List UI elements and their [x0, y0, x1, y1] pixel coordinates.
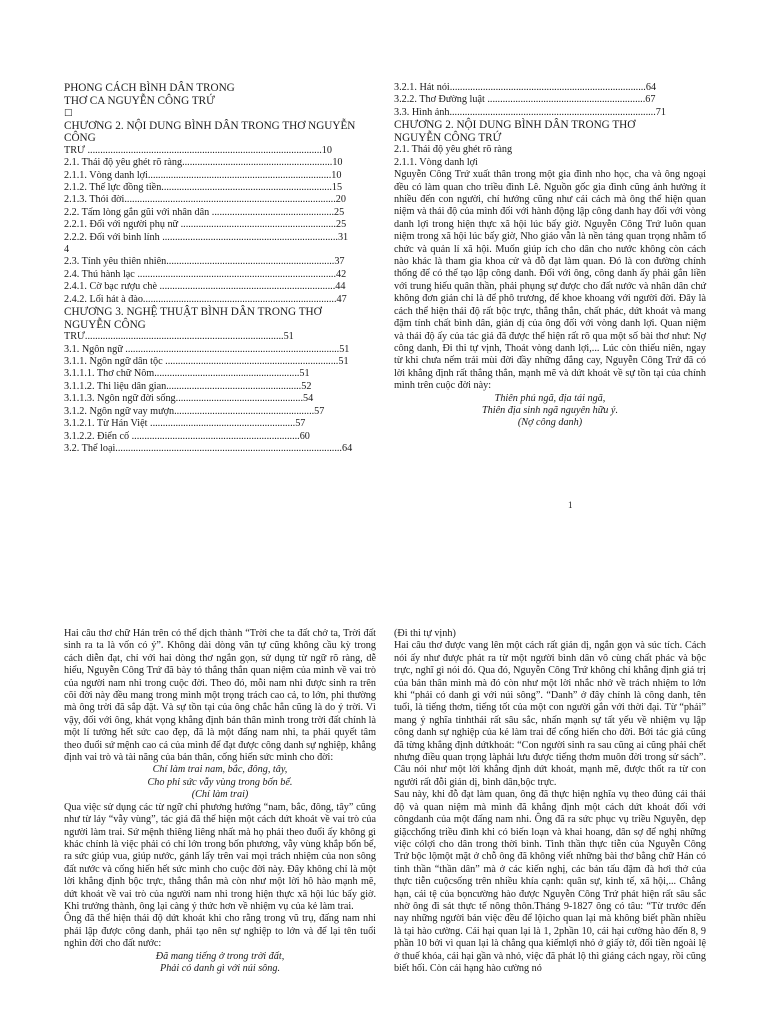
verse-line: (Chí làm trai) [191, 789, 249, 801]
text-line: (Đi thi tự vịnh) [394, 628, 456, 639]
text-line: 2.1. Thái độ yêu ghét rõ ràng [394, 144, 513, 156]
heading-line: NGUYỄN CÔNG [64, 318, 146, 331]
toc-entry: 3.1.1.1. Thơ chữ Nôm.........................................................51 [64, 368, 310, 380]
paragraph: Hai câu thơ chữ Hán trên có thể dịch thành “Trời che ta đất chở ta, Trời đất sinh ra ta là vốn có ý”. Không dài dòng văn tự cũng không cầu kỳ trong cách diễn đạt, chỉ với hai dòng thơ ngắn gọn, sử dụng từ ngữ rõ ràng, dễ hiểu, Nguyễn Công Trứ đã bày tỏ thẳng thắn quan niệm của mình về vai trò của người nam nhi trong cuộc đời. Theo đó, mỗi nam nhi được sinh ra trên cõi đời này đều mang trong mình một trọng trách cao cả, to lớn, phi thường mà ông trời đã sắp đặt. Và sự tồn tại của ông chắc hẳn cũng là do ý trời. Vì vậy, đối với ông, khát vọng khẳng định bản thân mình trong trời đất chính là một lí tưởng hết sức cao đẹp, đã là một đấng nam nhi, ta phải quyết tâm theo đuổi sứ mệnh cao cả của mình để đạt được công danh sự nghiệp, khẳng định vai trò và tài năng của bản thân, cống hiến sức mình cho đời: [64, 628, 376, 764]
verse-line: Cho phỉ sức vẫy vùng trong bốn bể. [147, 776, 293, 788]
toc-entry: TRỨ..............................................................................51 [64, 331, 294, 343]
text-line: 2.1.1. Vòng danh lợi [394, 156, 478, 168]
body-text-column-left [64, 628, 376, 975]
toc-entry: 2.2. Tấm lòng gắn gũi với nhân dân ................................................25 [64, 206, 345, 218]
toc-entry: 2.1.2. Thế lực đồng tiền...................................................................15 [64, 182, 343, 193]
toc-entry: 2.4. Thú hành lạc ..............................................................................42 [64, 268, 347, 280]
heading-line: CHƯƠNG 2. NỘI DUNG BÌNH DÂN TRONG THƠ NGUYỄN [64, 119, 356, 132]
heading-line: PHONG CÁCH BÌNH DÂN TRONG [64, 82, 235, 94]
paragraph: Ông đã thể hiện thái độ dứt khoát khi cho rằng trong vũ trụ, đấng nam nhi phải lập được công danh, phải tạo nên sự nghiệp to lớn và để lại tên tuổi nghìn đời cho đất nước: [64, 913, 376, 950]
paragraph: Qua việc sử dụng các từ ngữ chỉ phương hướng “nam, bắc, đông, tây” cũng như từ láy “vẫy vùng”, tác giả đã thể hiện một cách dứt khoát về vai trò của người làm trai. Sứ mệnh thiêng liêng nhất mà họ phải theo đuổi ấy không gì khác chính là việc phải có chí lớn trong bốn phương, vẫy vùng khắp bốn bể, ra sức giúp vua, giúp nước, gánh lấy trên vai mọi trách nhiệm của non sông đất nước và cống hiến hết sức mình cho cuộc đời này. Đây không chỉ là một lời khẳng định bộc trực, thẳng thắn mà còn như một lời hô hào mạnh mẽ, dứt khoát về vai trò của người nam nhi trong hiện thực xã hội lúc bấy giờ. Khi trưởng thành, ông lại càng ý thức hơn về nhiệm vụ của kẻ làm trai. [64, 801, 376, 912]
table-of-contents-column [64, 82, 374, 455]
verse-line: Thiên địa sinh ngã nguyên hữu ý. [482, 404, 618, 416]
toc-entry: 2.1. Thái độ yêu ghét rõ ràng...........................................................10 [64, 157, 343, 169]
toc-entry: 3.2. Thể loại.........................................................................................64 [64, 442, 353, 454]
verse-line: Thiên phú ngã, địa tái ngã, [494, 392, 606, 404]
toc-entry: 3.2.1. Hát nói.............................................................................64 [394, 82, 657, 93]
paragraph: Nguyễn Công Trứ xuất thân trong một gia đình nho học, cha và ông ngoại đều có làm quan cho triều đình Lê. Nguồn gốc gia đình cũng ảnh hưởng ít nhiều đến con người, chí hướng cũng như cái cách mà ông thể hiện quan niệm và thái độ của mình đối với hành động lập công danh hay đối với vòng danh lợi trong hiện thực xã hội lúc bấy giờ. Nguyễn Công Trứ luôn quan niệm trong xã hội lúc bấy giờ, Nho giáo vẫn là nền tảng quan trọng nhằm tổ chức và quản lí xã hội. Muốn giúp ích cho dân cho nước không còn cách nào khác là tham gia khoa cử và đỗ đạt làm quan. Đó là con đường chính thống để có thể tạo lập công danh. Đối với ông, công danh ấy phải gắn liền với trung hiếu quân thần, phải phụng sự được cho đất nước và nhân dân chứ không đơn giản chỉ là để phô trương, để khoe khoang với người đời. Đây là cách thể hiện thái độ rất bộc trực, thẳng thắn, chất phác, dứt khoát và mang đậm tính chất bình dân, giản dị của ông đối với vòng danh lợi. Quan niệm và thái độ ấy của tác giả đã được thể hiện rất rõ qua một số bài thơ như: Nợ công danh, Đi thi tự vịnh, Thoát vòng danh lợi,... Lúc còn thiếu niên, ngay từ khi chưa nếm trải mùi đời đầy những đắng cay, Nguyễn Công Trứ đã có lời khẳng định rất thẳng thắn, mạnh mẽ và dứt khoát về sự tồn tại của chính mình trên cuộc đời này: [394, 169, 706, 392]
chapter-intro-column [394, 82, 706, 430]
toc-entry: 2.2.2. Đối với binh lính .....................................................................31 [64, 231, 349, 243]
toc-entry: 2.1.1. Vòng danh lợi........................................................................10 [64, 169, 342, 181]
toc-entry: 3.1.2.1. Từ Hán Việt .........................................................57 [64, 418, 306, 430]
toc-entry: 3.1.1. Ngôn ngữ dân tộc ....................................................................51 [64, 356, 349, 368]
toc-entry: 2.4.1. Cờ bạc rượu chè .....................................................................44 [64, 281, 346, 293]
heading-line: THƠ CA NGUYỄN CÔNG TRỨ [64, 94, 215, 107]
heading-line: CHƯƠNG 2. NỘI DUNG BÌNH DÂN TRONG THƠ [394, 119, 636, 132]
toc-entry: 2.2.1. Đối với người phụ nữ .............................................................25 [64, 219, 347, 231]
toc-entry: 2.4.2. Lối hát à đào............................................................................47 [64, 293, 347, 305]
verse-line: Đã mang tiếng ở trong trời đất, [155, 950, 285, 962]
toc-entry: 3.1.2. Ngôn ngữ vay mượn.......................................................57 [64, 405, 325, 417]
toc-entry: 3.1.1.3. Ngôn ngữ đời sống..................................................54 [64, 393, 314, 405]
heading-line: CÔNG [64, 132, 96, 145]
toc-entry: 3.2.2. Thơ Đường luật ..............................................................67 [394, 94, 656, 106]
toc-entry: TRỨ ............................................................................................10 [64, 144, 332, 156]
page-number: 1 [568, 500, 573, 510]
verse-line: Chí làm trai nam, bắc, đông, tây, [152, 764, 288, 776]
verse-line: (Nợ công danh) [517, 417, 583, 429]
paragraph: Sau này, khi đỗ đạt làm quan, ông đã thực hiện nghĩa vụ theo đúng cái thái độ và quan niệm mà mình đã khẳng định một cách dứt khoát đối với côngdanh của một đấng nam nhi. Ông đã ra sức phục vụ triều Nguyễn, dẹp giặcchống triều đình khi có biến loạn và khai hoang, dân sợ để nghị những việc cólợi cho dân trong thời bình. Tinh thần thực tiễn của Nguyễn Công Trứ bộc lộmột mặt ở chỗ ông đã không viết những bài thơ bằng chữ Hán có tinh thần “thần dân” mà ở các kiến nghị, các bản tấu đậm đà hơi thở của thực tiễn cuộcsống trên nhiều khía cạnh: quân sự, kinh tế, xã hội,... Chẳng hạn, cái tệ của bọncường hào được Nguyễn Công Trứ phát hiện rất sâu sắc nhờ ông đi sát thực tế nông thôn.Tháng 9-1827 ông có tâu: “Từ trước đến nay những người bản việc đều để lộicho quan lại mà không biết phần nhiều là tại hào cường. Cái hại quan lại là 1, 2phần 10, cái hại cường hào đến 8, 9 phần 10 bởi vì quan lại là chẳng qua kiếmlợi nhỏ ở giấy tờ, đối tiền ngoài lệ ở thuế khóa, cái hại gần và nhỏ, việc đã phát lộ thì giáng cách ngay, rồi cũng biết hối. Còn cái hạng hào cường nó [394, 789, 706, 974]
toc-entry: 4 [64, 244, 70, 256]
toc-entry: 2.3. Tính yêu thiên nhiên..................................................................37 [64, 256, 345, 268]
toc-entry: 3.1.2.2. Điển cố ..................................................................60 [64, 430, 310, 442]
heading-line: CHƯƠNG 3. NGHỆ THUẬT BÌNH DÂN TRONG THƠ [64, 306, 322, 319]
body-text-column-right [394, 628, 706, 975]
toc-entry: 3.3. Hình ảnh.................................................................................71 [394, 106, 666, 118]
placeholder-glyph: □ [64, 108, 73, 119]
toc-entry: 3.1. Ngôn ngữ ....................................................................................51 [64, 343, 350, 355]
verse-line: Phải có danh gì với núi sông. [159, 962, 281, 974]
paragraph: Hai câu thơ được vang lên một cách rất giản dị, ngắn gọn và súc tích. Cách nói ấy như được phát ra từ một người bình dân vô cùng chất phác và bộc trực, nghĩ gì nói đó. Qua đó, Nguyễn Công Trứ không chỉ khẳng định giá trị của bản thân mình mà đó còn như một lời nhắc nhở về trách nhiệm to lớn khi “phải có danh gì với núi sông”. “Danh” ở đây chính là công danh, tên tuổi, là tiếng thơm, tiếng tốt của một con người gắn với thời đại. Từ “phải” mang ý nghĩa tinhthái rất sâu sắc, nhấn mạnh sự tất yếu về nhiệm vụ lập công danh sự nghiệp của kẻ làm trai để cống hiến cho đời. Bởi tác giả cũng đã từng khẳng định dứtkhoát: “Con người sinh ra sau cũng ai cũng phải chết nhưng điều quan trọng làphải lưu được tiếng thơm muôn đời trong sử sách”. Câu nói như một lời khẳng định dứt khoát, mạnh mẽ, được thốt ra từ con người rất đỗi giản dị, bình dân,bộc trực. [394, 640, 706, 788]
toc-entry: 2.1.3. Thói đời...................................................................................20 [64, 194, 346, 206]
toc-entry: 3.1.1.2. Thi liệu dân gian.....................................................52 [64, 380, 312, 392]
heading-line: NGUYỄN CÔNG TRỨ [394, 131, 502, 144]
